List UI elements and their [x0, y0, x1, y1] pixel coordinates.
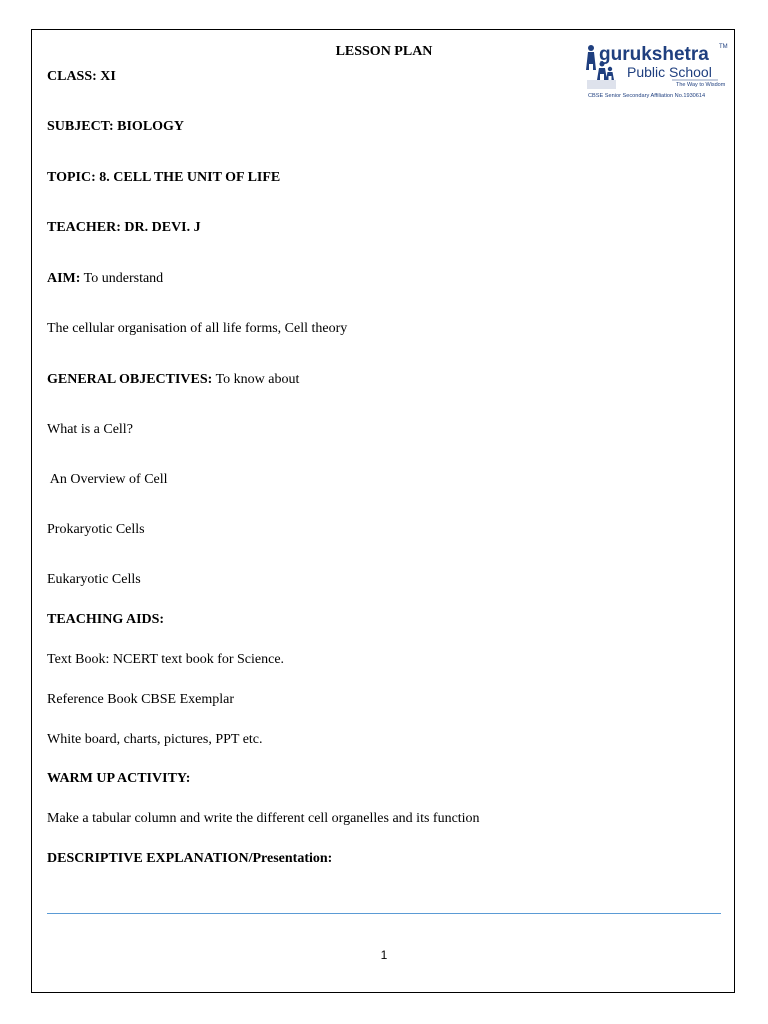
warm-up-text: Make a tabular column and write the different cell organelles and its function — [47, 811, 480, 826]
teaching-aid-item: White board, charts, pictures, PPT etc. — [47, 732, 263, 747]
objective-item: An Overview of Cell — [47, 472, 168, 487]
logo-school: Public School — [627, 64, 712, 80]
teaching-aid-item: Text Book: NCERT text book for Science. — [47, 652, 285, 667]
objective-item: What is a Cell? — [47, 422, 133, 437]
logo-affiliation: CBSE Senior Secondary Affiliation No.1930614 — [588, 93, 706, 99]
logo-tagline: The Way to Wisdom — [676, 82, 726, 88]
subject-heading: SUBJECT: BIOLOGY — [47, 119, 185, 134]
objectives-text: To know about — [212, 372, 300, 387]
aim-label: AIM: — [47, 271, 81, 286]
teaching-aids-heading: TEACHING AIDS: — [47, 612, 165, 627]
footer-rule — [47, 913, 721, 914]
objectives-label: GENERAL OBJECTIVES: — [47, 372, 213, 387]
teacher-heading: TEACHER: DR. DEVI. J — [47, 220, 201, 235]
aim-detail: The cellular organisation of all life forms, Cell theory — [47, 321, 348, 336]
school-logo — [582, 40, 730, 102]
class-heading: CLASS: XI — [47, 69, 116, 84]
logo-brand: gurukshetra — [599, 44, 709, 65]
warm-up-heading: WARM UP ACTIVITY: — [47, 771, 191, 786]
objective-item: Eukaryotic Cells — [47, 572, 141, 587]
page-title: LESSON PLAN — [335, 44, 433, 59]
logo-tm: TM — [719, 44, 728, 50]
aim-text: To understand — [80, 271, 164, 286]
page-number: 1 — [380, 948, 388, 962]
objective-item: Prokaryotic Cells — [47, 522, 145, 537]
aim-line — [47, 270, 163, 288]
school-logo-graphic — [582, 40, 730, 102]
teaching-aid-item: Reference Book CBSE Exemplar — [47, 692, 235, 707]
objectives-line — [47, 371, 299, 389]
topic-heading: TOPIC: 8. CELL THE UNIT OF LIFE — [47, 170, 281, 185]
descriptive-heading: DESCRIPTIVE EXPLANATION/Presentation: — [47, 851, 333, 866]
